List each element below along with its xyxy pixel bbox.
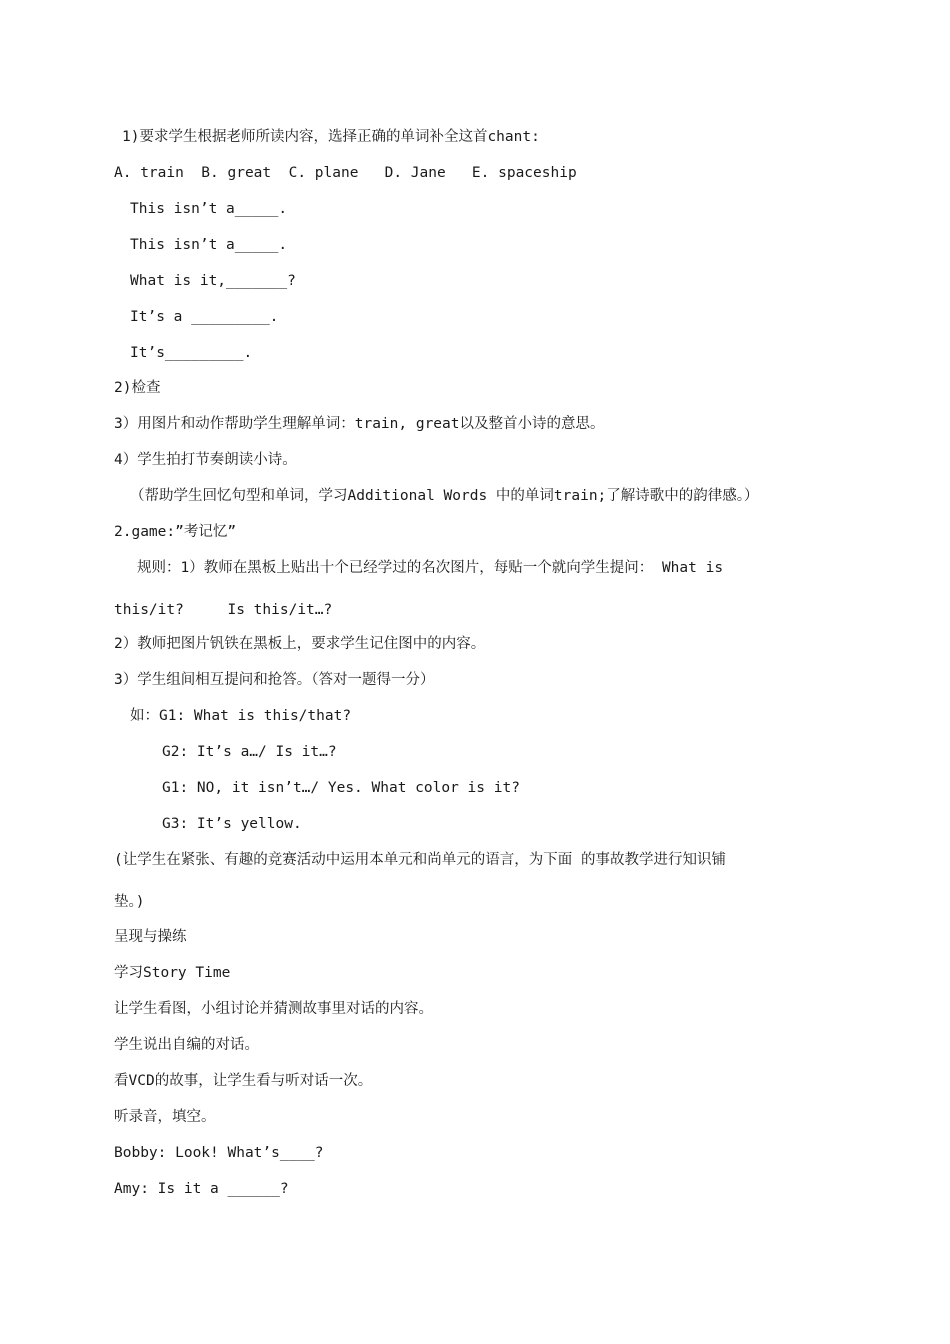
purpose-note-2-cont: 垫。): [114, 894, 145, 910]
step-rhythm: 4）学生拍打节奏朗读小诗。: [114, 452, 297, 468]
dialogue-bobby: Bobby: Look! What’s____?: [114, 1145, 324, 1161]
story-step-3: 看VCD的故事，让学生看与听对话一次。: [114, 1073, 373, 1089]
dialogue-amy: Amy: Is it a ______?: [114, 1181, 289, 1197]
example-g2: G2: It’s a…/ Is it…?: [162, 744, 337, 760]
chant-line-4: It’s a _________.: [130, 309, 279, 325]
step-check: 2)检查: [114, 380, 161, 396]
rules-line-cont: this/it? Is this/it…?: [114, 602, 333, 618]
rules-line: 规则：1）教师在黑板上贴出十个已经学过的名次图片，每贴一个就向学生提问： What is: [137, 560, 724, 576]
rule-3: 3）学生组间相互提问和抢答。（答对一题得一分）: [114, 672, 435, 688]
example-g3: G3: It’s yellow.: [162, 816, 302, 832]
story-step-4: 听录音，填空。: [114, 1109, 216, 1125]
chant-line-5: It’s_________.: [130, 345, 253, 361]
section-presentation: 呈现与操练: [114, 929, 187, 945]
story-time-heading: 学习Story Time: [114, 965, 231, 981]
story-step-1: 让学生看图，小组讨论并猜测故事里对话的内容。: [114, 1001, 433, 1017]
chant-line-2: This isn’t a_____.: [130, 237, 288, 253]
step-pictures: 3）用图片和动作帮助学生理解单词：train, great以及整首小诗的意思。: [114, 416, 605, 432]
purpose-note-2: (让学生在紧张、有趣的竞赛活动中运用本单元和尚单元的语言，为下面 的事故教学进行知识铺: [114, 852, 726, 868]
example-g1: 如：G1: What is this/that?: [130, 708, 352, 724]
word-options: A. train B. great C. plane D. Jane E. spaceship: [114, 165, 577, 181]
chant-line-1: This isn’t a_____.: [130, 201, 288, 217]
chant-instruction: 1)要求学生根据老师所读内容，选择正确的单词补全这首chant:: [122, 129, 540, 145]
rule-2: 2）教师把图片钒铁在黑板上，要求学生记住图中的内容。: [114, 636, 486, 652]
chant-line-3: What is it,_______?: [130, 273, 296, 289]
example-g1-reply: G1: NO, it isn’t…/ Yes. What color is it?: [162, 780, 520, 796]
purpose-note-1: （帮助学生回忆句型和单词，学习Additional Words 中的单词train;了解诗歌中的韵律感。）: [130, 488, 759, 504]
story-step-2: 学生说出自编的对话。: [114, 1037, 259, 1053]
game-title: 2.game:”考记忆”: [114, 524, 237, 540]
